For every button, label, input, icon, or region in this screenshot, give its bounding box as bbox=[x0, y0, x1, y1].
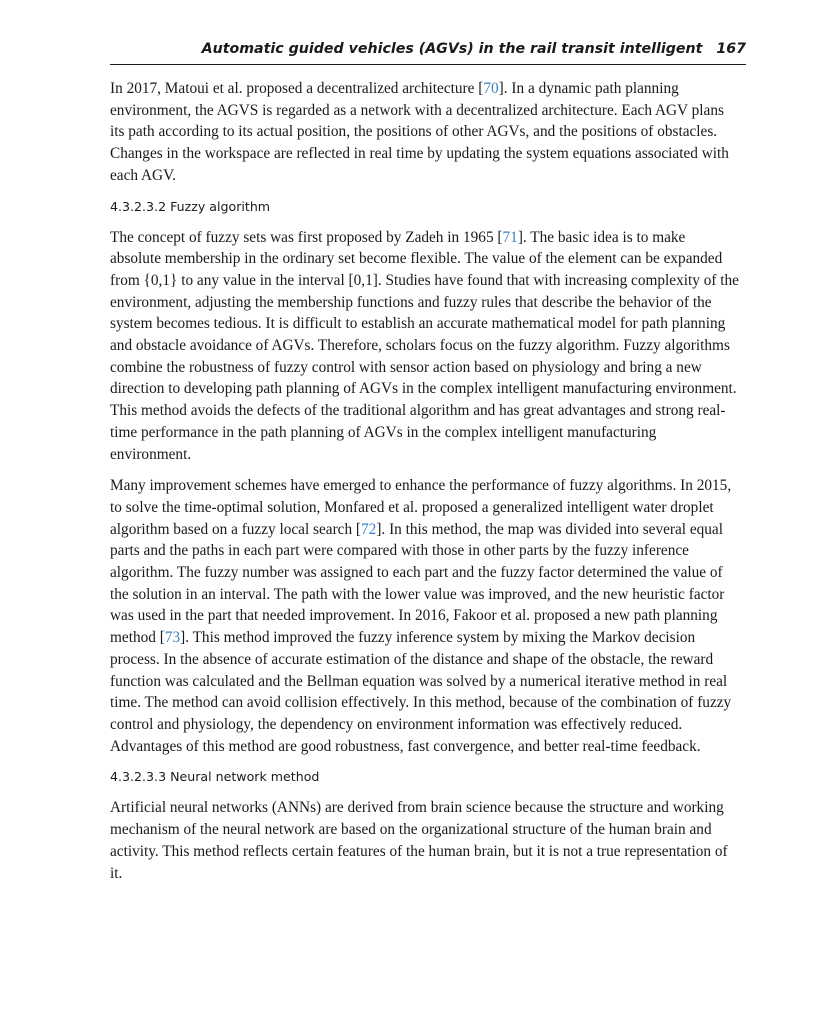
citation-link-72[interactable]: 72 bbox=[361, 520, 377, 538]
section-heading-fuzzy-algorithm: 4.3.2.3.2 Fuzzy algorithm bbox=[110, 198, 271, 214]
text-run: ]. In this method, the map was divided into several equal parts and the paths in each part were compared with those in other parts by the fuzzy inference algorithm. The fuzzy number was assigned to each part and the fuzzy factor determined the value of the solution in an interval. The path with the lower value was improved, and the new heuristic factor was used in the part that needed improvement. In 2016, Fakoor et al. proposed a new path planning method [ bbox=[110, 520, 725, 647]
text-run: ]. This method improved the fuzzy inference system by mixing the Markov decision process. In the absence of accurate estimation of the distance and shape of the obstacle, the reward function was calculated and the Bellman equation was solved by a numerical iterative method in real time. The method can avoid collision effectively. In this method, because of the combination of fuzzy control and physiology, the dependency on environment information was effectively reduced. Advantages of this method are good robustness, fast convergence, and better real-time feedback. bbox=[110, 629, 732, 755]
page-body bbox=[110, 78, 740, 894]
text-run: The concept of fuzzy sets was first proposed by Zadeh in 1965 [ bbox=[110, 228, 503, 246]
running-header bbox=[110, 38, 746, 65]
paragraph-fuzzy-improvements bbox=[110, 475, 740, 757]
running-title: Automatic guided vehicles (AGVs) in the rail transit intelligent bbox=[201, 41, 703, 57]
citation-link-71[interactable]: 71 bbox=[502, 228, 518, 246]
paragraph-matoui bbox=[110, 78, 740, 187]
text-run: ]. In a dynamic path planning environment, the AGVS is regarded as a network with a decentralized architecture. Each AGV plans its path according to its actual position, the positions of other AGVs, and the positions of obstacles. Changes in the workspace are reflected in real time by updating the system equations associated with each AGV. bbox=[110, 80, 729, 184]
text-run: In 2017, Matoui et al. proposed a decentralized architecture [ bbox=[110, 80, 484, 97]
citation-link-70[interactable]: 70 bbox=[483, 80, 499, 97]
text-run: ]. The basic idea is to make absolute membership in the ordinary set become flexible. The value of the element can be expanded from {0,1} to any value in the interval [0,1]. Studies have found that with increasing complexity of the environment, adjusting the membership functions and fuzzy rules that describe the behavior of the system becomes tedious. It is difficult to establish an accurate mathematical model for path planning and obstacle avoidance of AGVs. Therefore, scholars focus on the fuzzy algorithm. Fuzzy algorithms combine the robustness of fuzzy control with sensor action based on physiology and bring a new direction to developing path planning of AGVs in the complex intelligent manufacturing environment. This method avoids the defects of the traditional algorithm and has great advantages and strong real-time performance in the path planning of AGVs in the complex intelligent manufacturing environment. bbox=[110, 228, 739, 463]
text-run: Many improvement schemes have emerged to enhance the performance of fuzzy algorithms. In 2015, to solve the time-optimal solution, Monfared et al. proposed a generalized intelligent water droplet algorithm based on a fuzzy local search [ bbox=[110, 477, 732, 538]
page-number: 167 bbox=[716, 41, 746, 57]
section-heading-neural-network-method: 4.3.2.3.3 Neural network method bbox=[110, 769, 320, 785]
citation-link-73[interactable]: 73 bbox=[164, 629, 181, 647]
paragraph-neural-networks bbox=[110, 797, 740, 884]
text-run: Artificial neural networks (ANNs) are derived from brain science because the structure and working mechanism of the neural network are based on the organizational structure of the human brain and activity. This method reflects certain features of the human brain, but it is not a true representation of it. bbox=[110, 799, 728, 882]
paragraph-fuzzy-concept bbox=[110, 227, 740, 466]
